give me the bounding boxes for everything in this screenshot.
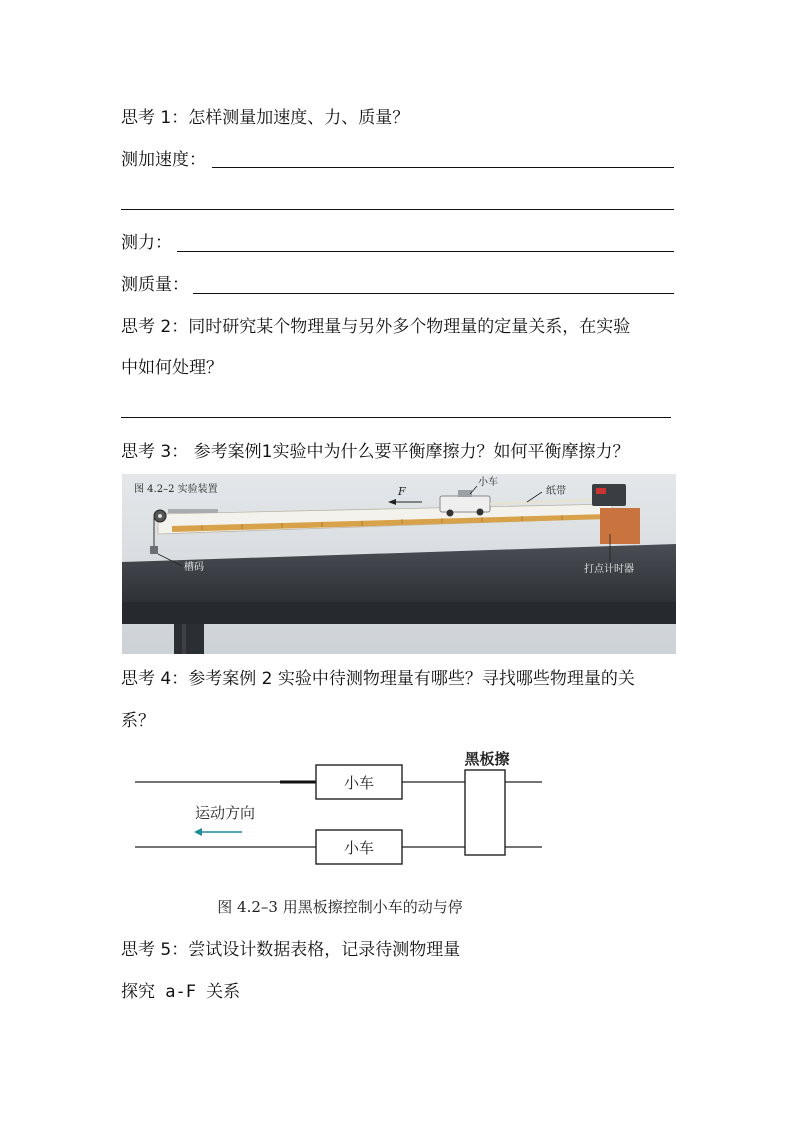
answer-line-acceleration-2[interactable]: [121, 209, 674, 210]
apparatus-illustration: [122, 474, 676, 654]
eraser-label: 黑板擦: [464, 750, 510, 768]
figure-1-caption: 图 4.2–2 实验装置: [134, 484, 218, 495]
weight-label: 槽码: [184, 562, 204, 573]
cart-label: 小车: [478, 477, 498, 488]
apparatus-photo: [122, 474, 676, 654]
answer-line-mass[interactable]: [193, 293, 674, 294]
force-label: F: [398, 485, 406, 498]
measure-acceleration-label: 测加速度：: [121, 150, 206, 170]
timer-label: 打点计时器: [584, 564, 634, 575]
answer-line-force[interactable]: [177, 251, 674, 252]
eraser-cart-diagram: [130, 740, 550, 925]
question-2-line-2: 中如何处理？: [121, 358, 223, 378]
question-5-subtitle: 探究 a-F 关系: [121, 982, 241, 1002]
figure-2-caption: 图 4.2–3 用黑板擦控制小车的动与停: [217, 898, 463, 916]
answer-line-q2[interactable]: [121, 417, 671, 418]
question-2-line-1: 思考 2：同时研究某个物理量与另外多个物理量的定量关系，在实验: [121, 317, 631, 337]
cart-bottom-label: 小车: [343, 839, 375, 857]
eraser: [465, 770, 505, 855]
measure-mass-label: 测质量：: [121, 275, 189, 295]
question-5-title: 思考 5：尝试设计数据表格，记录待测物理量: [121, 940, 461, 960]
question-4-line-1: 思考 4：参考案例 2 实验中待测物理量有哪些？寻找哪些物理量的关: [121, 669, 635, 689]
cart-top-label: 小车: [343, 774, 375, 792]
question-1-title: 思考 1：怎样测量加速度、力、质量？: [121, 108, 410, 128]
tape-label: 纸带: [546, 486, 566, 497]
question-3-title: 思考 3： 参考案例1实验中为什么要平衡摩擦力？如何平衡摩擦力？: [121, 442, 630, 462]
measure-force-label: 测力：: [121, 233, 172, 253]
direction-label: 运动方向: [194, 804, 256, 822]
answer-line-acceleration[interactable]: [212, 167, 674, 168]
question-4-line-2: 系？: [121, 711, 155, 731]
